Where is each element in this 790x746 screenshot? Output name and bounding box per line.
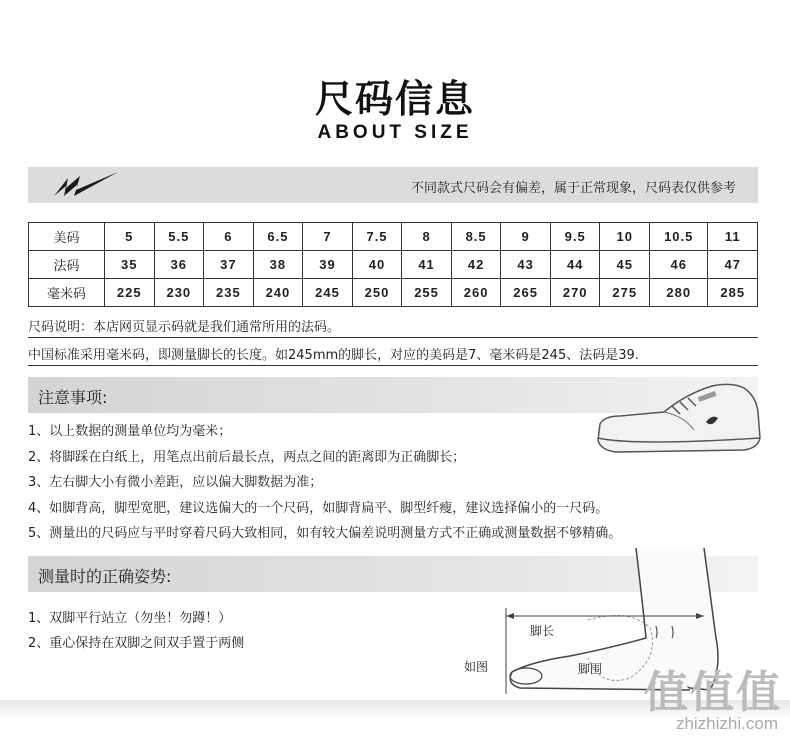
- table-cell: 44: [550, 251, 600, 279]
- table-cell: 11: [708, 223, 758, 251]
- table-cell: 36: [154, 251, 204, 279]
- list-item: 1、双脚平行站立（勿坐！勿蹲！）: [28, 611, 232, 626]
- table-cell: 260: [451, 279, 501, 307]
- table-row: [29, 279, 758, 307]
- row-label: 美码: [29, 223, 105, 251]
- table-cell: 10: [600, 223, 650, 251]
- list-item: 4、如脚背高，脚型宽肥，建议选偏大的一个尺码，如脚背扁平、脚型纤瘦，建议选择偏小的一尺码。: [28, 500, 609, 516]
- info-banner: [28, 167, 758, 203]
- row-label: 毫米码: [29, 279, 105, 307]
- standard-explanation: 中国标准采用毫米码，即测量脚长的长度。如245mm的脚长，对应的美码是7、毫米码是245、法码是39.: [28, 344, 758, 366]
- table-cell: 9: [501, 223, 551, 251]
- list-item: 2、将脚踩在白纸上，用笔点出前后最长点，两点之间的距离即为正确脚长；: [28, 449, 466, 465]
- table-cell: 225: [105, 279, 155, 307]
- posture-list: [28, 607, 244, 657]
- table-cell: 245: [303, 279, 353, 307]
- table-cell: 8.5: [451, 223, 501, 251]
- banner-note: 不同款式尺码会有偏差，属于正常现象，尺码表仅供参考: [410, 181, 736, 196]
- table-cell: 41: [402, 251, 452, 279]
- table-cell: 5: [105, 223, 155, 251]
- notes-title: 注意事项:: [38, 388, 108, 407]
- table-cell: 8: [402, 223, 452, 251]
- table-cell: 6: [204, 223, 254, 251]
- size-explanation: 尺码说明：本店网页显示码就是我们通常所用的法码。: [28, 316, 758, 338]
- table-cell: 38: [253, 251, 303, 279]
- table-cell: 35: [105, 251, 155, 279]
- table-cell: 275: [600, 279, 650, 307]
- table-row: [29, 223, 758, 251]
- watermark: 值值值: [644, 667, 782, 718]
- list-item: 2、重心保持在双脚之间双手置于两侧: [28, 636, 245, 651]
- size-table: [28, 222, 758, 307]
- list-item: 5、测量出的尺码应与平时穿着尺码大致相同，如有较大偏差说明测量方式不正确或测量数据不够精确。: [28, 526, 622, 541]
- table-cell: 37: [204, 251, 254, 279]
- table-cell: 40: [352, 251, 402, 279]
- notes-list: [28, 423, 621, 551]
- posture-title: 测量时的正确姿势:: [38, 567, 172, 586]
- table-cell: 43: [501, 251, 551, 279]
- table-cell: 9.5: [550, 223, 600, 251]
- page-subtitle: ABOUT SIZE: [317, 122, 473, 143]
- foot-girth-label: 脚围: [578, 662, 603, 676]
- table-cell: 45: [600, 251, 650, 279]
- table-cell: 46: [650, 251, 708, 279]
- table-cell: 7.5: [352, 223, 402, 251]
- table-row: [29, 251, 758, 279]
- list-item: 3、左右脚大小有微小差距，应以偏大脚数据为准；: [28, 475, 323, 490]
- table-cell: 10.5: [650, 223, 708, 251]
- watermark-url: zhizhizhi.com: [675, 714, 778, 733]
- table-cell: 250: [352, 279, 402, 307]
- list-item: 1、以上数据的测量单位均为毫米；: [28, 424, 232, 439]
- table-cell: 42: [451, 251, 501, 279]
- table-cell: 5.5: [154, 223, 204, 251]
- page-title: 尺码信息: [314, 77, 475, 121]
- table-cell: 7: [303, 223, 353, 251]
- table-cell: 235: [204, 279, 254, 307]
- table-cell: 240: [253, 279, 303, 307]
- table-cell: 285: [708, 279, 758, 307]
- brand-logo-icon: [46, 170, 136, 200]
- table-cell: 39: [303, 251, 353, 279]
- table-cell: 255: [402, 279, 452, 307]
- table-cell: 6.5: [253, 223, 303, 251]
- table-cell: 280: [650, 279, 708, 307]
- table-cell: 270: [550, 279, 600, 307]
- example-label: 如图: [464, 660, 489, 674]
- table-cell: 265: [501, 279, 551, 307]
- foot-length-label: 脚长: [530, 624, 555, 638]
- table-cell: 47: [708, 251, 758, 279]
- row-label: 法码: [29, 251, 105, 279]
- table-cell: 230: [154, 279, 204, 307]
